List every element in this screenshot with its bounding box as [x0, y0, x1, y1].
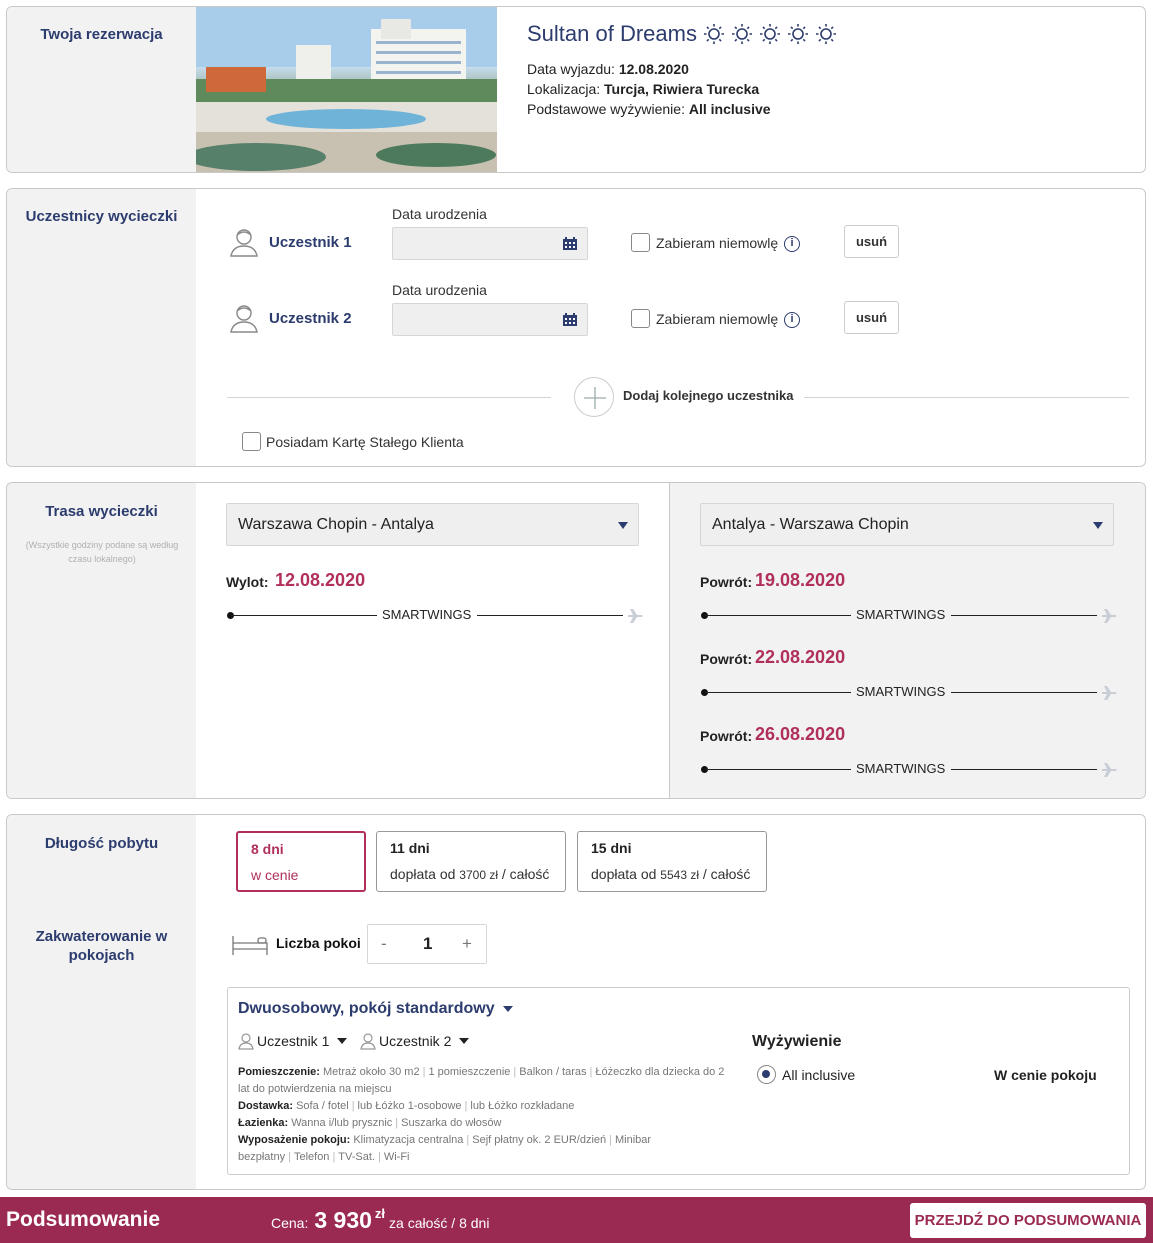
route-section-title: Trasa wycieczki [45, 503, 158, 520]
route-time-note: (Wszystkie godziny podane są według czasu lokalnego) [25, 540, 179, 564]
return-1-carrier: SMARTWINGS [856, 607, 946, 622]
bed-icon [232, 934, 268, 956]
plus-icon [575, 378, 615, 418]
stay-price: dopłata od 5543 zł / całość [591, 866, 751, 882]
go-to-summary-button[interactable]: PRZEJDŹ DO PODSUMOWANIA [910, 1203, 1146, 1238]
chevron-down-icon [618, 522, 628, 529]
meal-title: Wyżywienie [752, 1033, 842, 1050]
participant-1-infant-checkbox[interactable] [631, 233, 650, 252]
outbound-route-select[interactable]: Warszawa Chopin - Antalya [226, 503, 639, 546]
accommodation-section-title: Zakwaterowanie w pokojach [35, 928, 168, 964]
rooms-increment-button[interactable]: + [462, 934, 472, 953]
location-info: Lokalizacja: Turcja, Riwiera Turecka [527, 81, 760, 97]
plane-icon [1101, 686, 1117, 700]
reservation-section-title: Twoja rezerwacja [40, 26, 163, 43]
hotel-photo [196, 7, 497, 173]
return-3-label: Powrót: [700, 728, 753, 744]
stay-days: 15 dni [591, 840, 632, 856]
person-icon [229, 227, 259, 257]
route-line [705, 769, 851, 770]
room-desc-extra: Dostawka: Sofa / fotel | lub Łóżko 1-osobowe | lub Łóżko rozkładane [238, 1100, 575, 1112]
calendar-icon [563, 237, 577, 250]
summary-bar [0, 1197, 1153, 1243]
participant-1-dob-input[interactable] [392, 227, 588, 260]
room-person-2-select[interactable]: Uczestnik 2 [360, 1032, 469, 1050]
star-sun-icon [759, 23, 781, 45]
stay-option-15[interactable] [577, 831, 767, 892]
participant-1-remove-button[interactable]: usuń [844, 225, 899, 258]
stay-card [6, 814, 1146, 1190]
rooms-count-value: 1 [423, 934, 433, 953]
route-line [951, 692, 1097, 693]
plane-icon [1101, 609, 1117, 623]
route-line [477, 615, 623, 616]
route-sidebar [7, 483, 196, 798]
meal-radio-all-inclusive[interactable] [757, 1065, 776, 1084]
star-sun-icon [787, 23, 809, 45]
stay-days: 11 dni [390, 840, 430, 856]
stay-option-8[interactable] [236, 831, 366, 892]
participant-2-dob-input[interactable] [392, 303, 588, 336]
reservation-sidebar [7, 7, 196, 172]
price-currency: zł [374, 1206, 386, 1221]
room-person-1-select[interactable]: Uczestnik 1 [238, 1032, 347, 1050]
return-2-date[interactable]: 22.08.2020 [755, 647, 846, 667]
hotel-stars [699, 23, 837, 45]
room-desc-bath: Łazienka: Wanna i/lub prysznic | Suszarka do włosów [238, 1117, 502, 1129]
participant-2-dob-label: Data urodzenia [392, 282, 487, 298]
meal-option-label: All inclusive [782, 1067, 856, 1083]
stay-price: w cenie [251, 867, 299, 883]
route-line [231, 615, 377, 616]
price-suffix: za całość / 8 dni [389, 1215, 490, 1231]
summary-price [271, 1207, 489, 1234]
route-line [951, 615, 1097, 616]
participant-2-name: Uczestnik 2 [269, 310, 352, 327]
return-3-carrier: SMARTWINGS [856, 761, 946, 776]
star-sun-icon [815, 23, 837, 45]
reservation-card [6, 6, 1146, 173]
rooms-decrement-button[interactable]: - [381, 934, 387, 953]
add-participant-label[interactable]: Dodaj kolejnego uczestnika [623, 388, 794, 403]
add-participant-button[interactable] [574, 377, 614, 417]
stay-sidebar [7, 815, 196, 1189]
room-box [227, 987, 1130, 1175]
chevron-down-icon [503, 1006, 513, 1012]
outbound-label: Wylot: [226, 574, 269, 590]
return-route-select[interactable]: Antalya - Warszawa Chopin [700, 503, 1114, 546]
stay-price: dopłata od 3700 zł / całość [390, 866, 550, 882]
participants-section-title: Uczestnicy wycieczki [25, 208, 178, 225]
meal-price-label: W cenie pokoju [994, 1067, 1097, 1083]
return-2-label: Powrót: [700, 651, 753, 667]
price-label: Cena: [271, 1215, 309, 1231]
star-sun-icon [703, 23, 725, 45]
room-description [238, 1064, 738, 1166]
info-icon[interactable]: i [784, 312, 800, 328]
summary-title: Podsumowanie [6, 1208, 161, 1231]
return-1-label: Powrót: [700, 574, 753, 590]
divider [804, 397, 1129, 398]
route-line [705, 692, 851, 693]
participant-2-infant-label: Zabieram niemowlę [656, 311, 779, 327]
participant-1-dob-label: Data urodzenia [392, 206, 487, 222]
return-3-date[interactable]: 26.08.2020 [755, 724, 846, 744]
participant-2-infant-checkbox[interactable] [631, 309, 650, 328]
loyalty-card-label: Posiadam Kartę Stałego Klienta [266, 434, 464, 450]
room-desc-room: Pomieszczenie: Metraż około 30 m2 | 1 pomieszczenie | Balkon / taras | Łóżeczko dla dziecka do 2 lat do potwierdzenia na miejscu [238, 1066, 725, 1095]
plane-icon [1101, 763, 1117, 777]
participants-sidebar [7, 189, 196, 466]
star-sun-icon [731, 23, 753, 45]
room-desc-equip: Wyposażenie pokoju: Klimatyzacja centralna | Sejf płatny ok. 2 EUR/dzień | Minibar bezpłatny | Telefon | TV-Sat. | Wi-Fi [238, 1134, 652, 1163]
price-value: 3 930 [314, 1207, 372, 1233]
chevron-down-icon [337, 1038, 347, 1044]
hotel-name[interactable]: Sultan of Dreams [527, 21, 837, 47]
chevron-down-icon [459, 1038, 469, 1044]
route-line [705, 615, 851, 616]
calendar-icon [563, 313, 577, 326]
board-info: Podstawowe wyżywienie: All inclusive [527, 101, 771, 117]
loyalty-card-checkbox[interactable] [242, 432, 261, 451]
info-icon[interactable]: i [784, 236, 800, 252]
person-icon [238, 1032, 254, 1050]
rooms-count-label: Liczba pokoi [276, 935, 361, 951]
outbound-date: 12.08.2020 [275, 570, 366, 590]
stay-days: 8 dni [251, 841, 284, 857]
room-type-select[interactable]: Dwuosobowy, pokój standardowy [238, 1000, 513, 1018]
route-line [951, 769, 1097, 770]
rooms-stepper[interactable] [367, 924, 487, 964]
return-1-date[interactable]: 19.08.2020 [755, 570, 846, 590]
participants-card [6, 188, 1146, 467]
stay-section-title: Długość pobytu [44, 835, 159, 852]
divider [227, 397, 551, 398]
return-2-carrier: SMARTWINGS [856, 684, 946, 699]
outbound-carrier: SMARTWINGS [382, 607, 472, 622]
participant-1-infant-label: Zabieram niemowlę [656, 235, 779, 251]
chevron-down-icon [1093, 522, 1103, 529]
departure-info: Data wyjazdu: 12.08.2020 [527, 61, 689, 77]
participant-1-name: Uczestnik 1 [269, 234, 352, 251]
participant-2-remove-button[interactable]: usuń [844, 301, 899, 334]
person-icon [229, 303, 259, 333]
person-icon [360, 1032, 376, 1050]
plane-icon [627, 609, 643, 623]
stay-option-11[interactable] [376, 831, 566, 892]
route-card [6, 482, 1146, 799]
